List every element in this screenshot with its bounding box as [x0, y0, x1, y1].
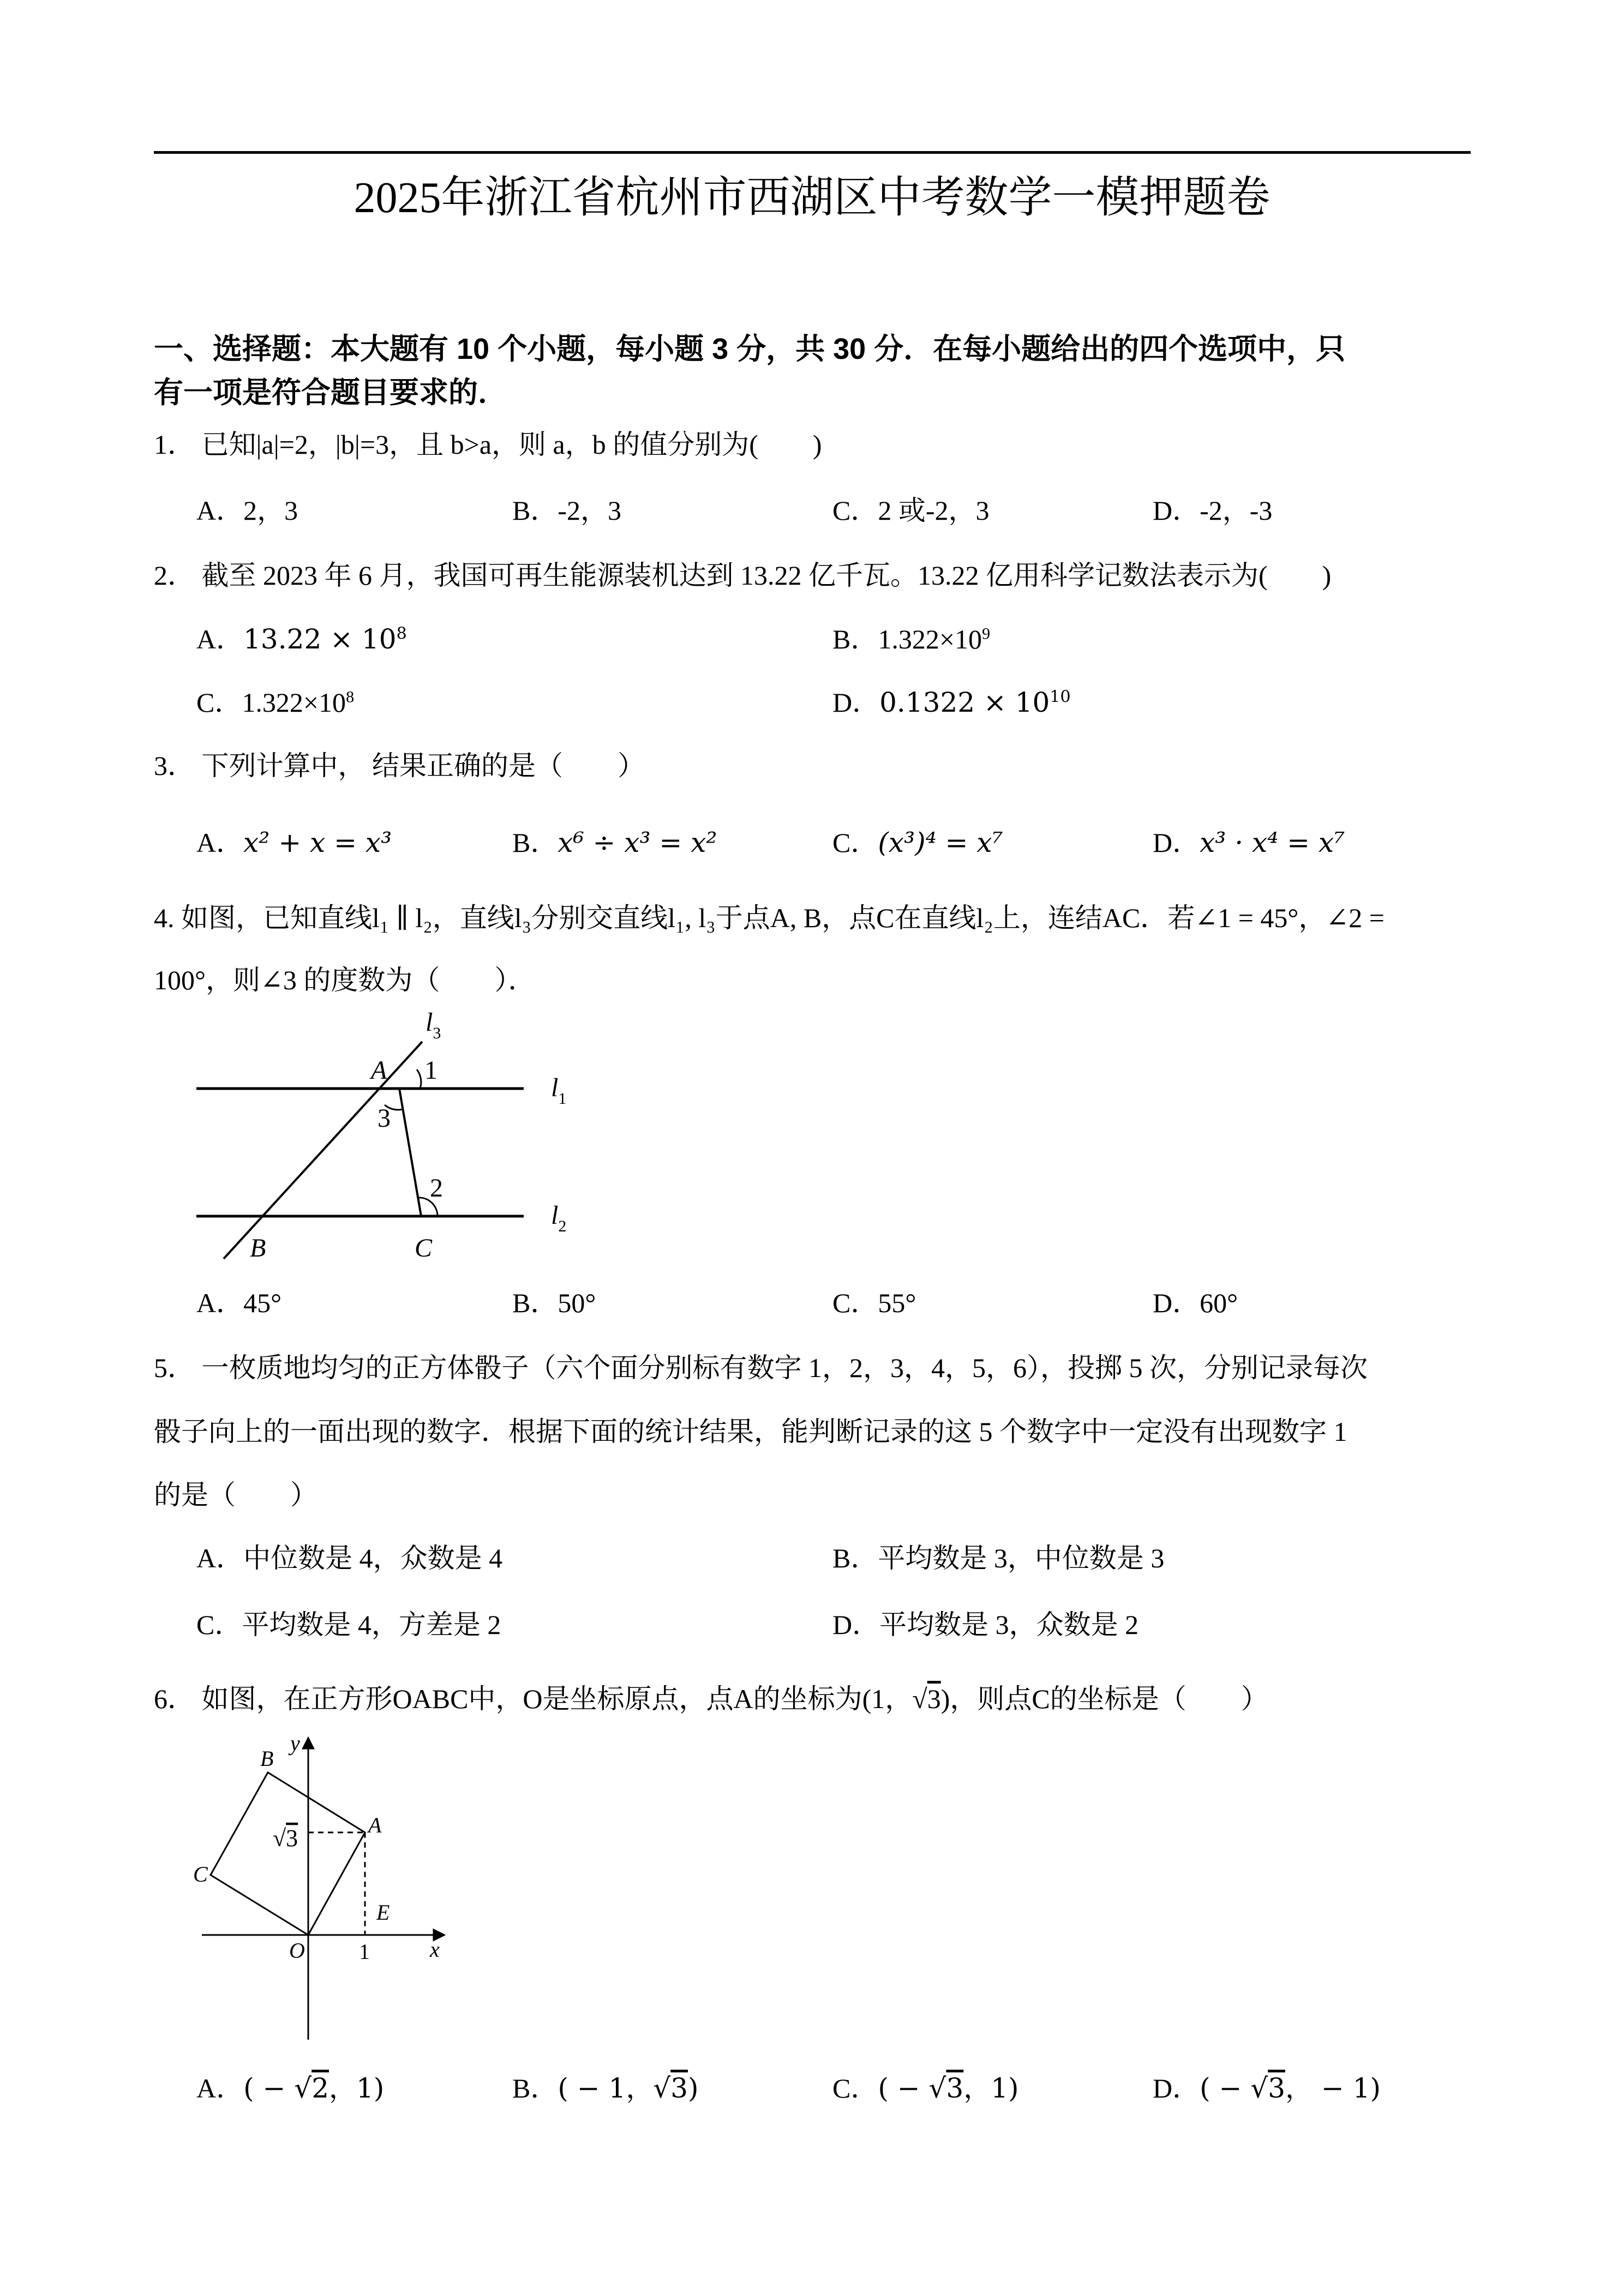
q3-option-c[interactable]: C．(x³)⁴ = x⁷ — [832, 827, 1003, 858]
question-number: 1． — [154, 429, 195, 460]
question-stem: 已知|a|=2，|b|=3，且 b>a，则 a，b 的值分别为( ) — [201, 429, 822, 460]
label-b: B — [250, 1234, 266, 1263]
q2-option-d[interactable]: D．$0.1322 \times 10^{10}$ — [832, 687, 1071, 718]
question-number: 2． — [154, 560, 195, 591]
q1-option-d[interactable]: D．-2，-3 — [1153, 495, 1273, 526]
q2-option-c[interactable]: C．$1.322\times 10^8$ — [196, 687, 355, 718]
label-y: y — [290, 1734, 300, 1756]
q2-option-a[interactable]: A．$13.22 \times 10^8$ — [196, 623, 407, 655]
q4-option-b[interactable]: B．50° — [512, 1288, 596, 1318]
angle1-arc — [417, 1069, 421, 1089]
q3-option-a[interactable]: A．x² + x = x³ — [196, 827, 392, 858]
question-5-line2: 骰子向上的一面出现的数字．根据下面的统计结果，能判断记录的这 5 个数字中一定没有出现数字 1 — [154, 1416, 1347, 1447]
question-stem: 下列计算中， 结果正确的是（ ） — [201, 750, 645, 781]
question-3 — [154, 749, 645, 782]
q4-option-a[interactable]: A．45° — [196, 1288, 282, 1318]
q1-option-b[interactable]: B．-2，3 — [512, 495, 622, 526]
question-5-line1 — [154, 1351, 1368, 1384]
q3-option-d[interactable]: D．x³ · x⁴ = x⁷ — [1153, 827, 1345, 858]
label-a: A — [368, 1813, 382, 1837]
q5-option-c[interactable]: C．平均数是 4，方差是 2 — [196, 1609, 501, 1640]
question-2 — [154, 559, 1331, 592]
label-one: 1 — [359, 1939, 370, 1964]
question-1 — [154, 428, 822, 461]
question-stem: 如图，已知直线l₁ ∥ l₂，直线l₃分别交直线l₁, l₃于点A, B，点C在直线l₂上，连结AC．若∠1 = 45°，∠2 = — [181, 903, 1385, 933]
question-number: 4. — [154, 903, 175, 933]
q1-option-a[interactable]: A．2，3 — [196, 495, 298, 526]
q6-option-b[interactable]: B．( − 1，√3) — [512, 2072, 699, 2104]
q5-option-b[interactable]: B．平均数是 3，中位数是 3 — [832, 1543, 1165, 1573]
label-x: x — [430, 1937, 440, 1962]
q6-option-d[interactable]: D．( − √3， − 1) — [1153, 2072, 1381, 2104]
q6-option-c[interactable]: C．( − √3，1) — [832, 2072, 1019, 2104]
label-c: C — [415, 1234, 433, 1263]
q3-option-b[interactable]: B．x⁶ ÷ x³ = x² — [512, 827, 717, 858]
label-e: E — [376, 1900, 390, 1925]
label-l2: $l_2$ — [551, 1201, 567, 1235]
section-heading-line1: 一、选择题：本大题有 10 个小题，每小题 3 分，共 30 分．在每小题给出的四个选项中，只 — [154, 333, 1346, 365]
question-number: 5． — [154, 1353, 195, 1383]
label-a: A — [371, 1056, 387, 1085]
label-angle2: 2 — [430, 1174, 443, 1203]
figure-parallel-lines — [185, 1009, 578, 1276]
label-c: C — [193, 1862, 208, 1886]
question-stem-sqrt: 3 — [927, 1684, 941, 1714]
label-l3: $l_3$ — [426, 1009, 441, 1042]
section-heading-line2: 有一项是符合题目要求的． — [154, 376, 507, 409]
q4-option-c[interactable]: C．55° — [832, 1288, 916, 1318]
question-4-line1 — [154, 901, 1385, 934]
header-rule — [154, 151, 1471, 154]
square-oabc — [211, 1772, 365, 1935]
label-b: B — [260, 1746, 274, 1771]
line-l3 — [224, 1042, 422, 1259]
question-stem-post: )，则点C的坐标是（ ） — [940, 1684, 1268, 1714]
label-angle3: 3 — [377, 1104, 391, 1133]
q1-option-c[interactable]: C．2 或-2，3 — [832, 495, 990, 526]
q5-option-a[interactable]: A．中位数是 4，众数是 4 — [196, 1543, 503, 1573]
page-title: 2025年浙江省杭州市西湖区中考数学一模押题卷 — [353, 174, 1271, 222]
q6-option-a[interactable]: A．( − √2，1) — [196, 2072, 385, 2104]
label-o: O — [289, 1938, 305, 1963]
question-stem-pre: 如图，在正方形OABC中，O是坐标原点，点A的坐标为(1， — [201, 1684, 913, 1714]
question-number: 3． — [154, 750, 195, 781]
label-l1: $l_1$ — [551, 1073, 567, 1108]
question-stem: 截至 2023 年 6 月，我国可再生能源装机达到 13.22 亿千瓦。13.22 亿用科学记数法表示为( ) — [201, 560, 1332, 591]
question-stem: 一枚质地均匀的正方体骰子（六个面分别标有数字 1，2，3，4，5，6），投掷 5 次，分别记录每次 — [201, 1353, 1368, 1383]
q5-option-d[interactable]: D．平均数是 3，众数是 2 — [832, 1609, 1139, 1640]
question-4-line2: 100°，则∠3 的度数为（ ）． — [154, 965, 536, 995]
question-6: 6． 如图，在正方形OABC中，O是坐标原点，点A的坐标为(1，√3)，则点C的坐标是（ ） — [154, 1684, 1268, 1714]
label-sqrt3: √3 — [273, 1825, 298, 1852]
figure-coordinate-square — [185, 1734, 502, 2048]
q4-option-d[interactable]: D．60° — [1153, 1288, 1238, 1318]
question-number: 6． — [154, 1684, 195, 1714]
label-angle1: 1 — [424, 1056, 438, 1085]
q2-option-b[interactable]: B．$1.322\times 10^9$ — [832, 624, 991, 654]
question-5-line3: 的是（ ） — [154, 1480, 317, 1510]
